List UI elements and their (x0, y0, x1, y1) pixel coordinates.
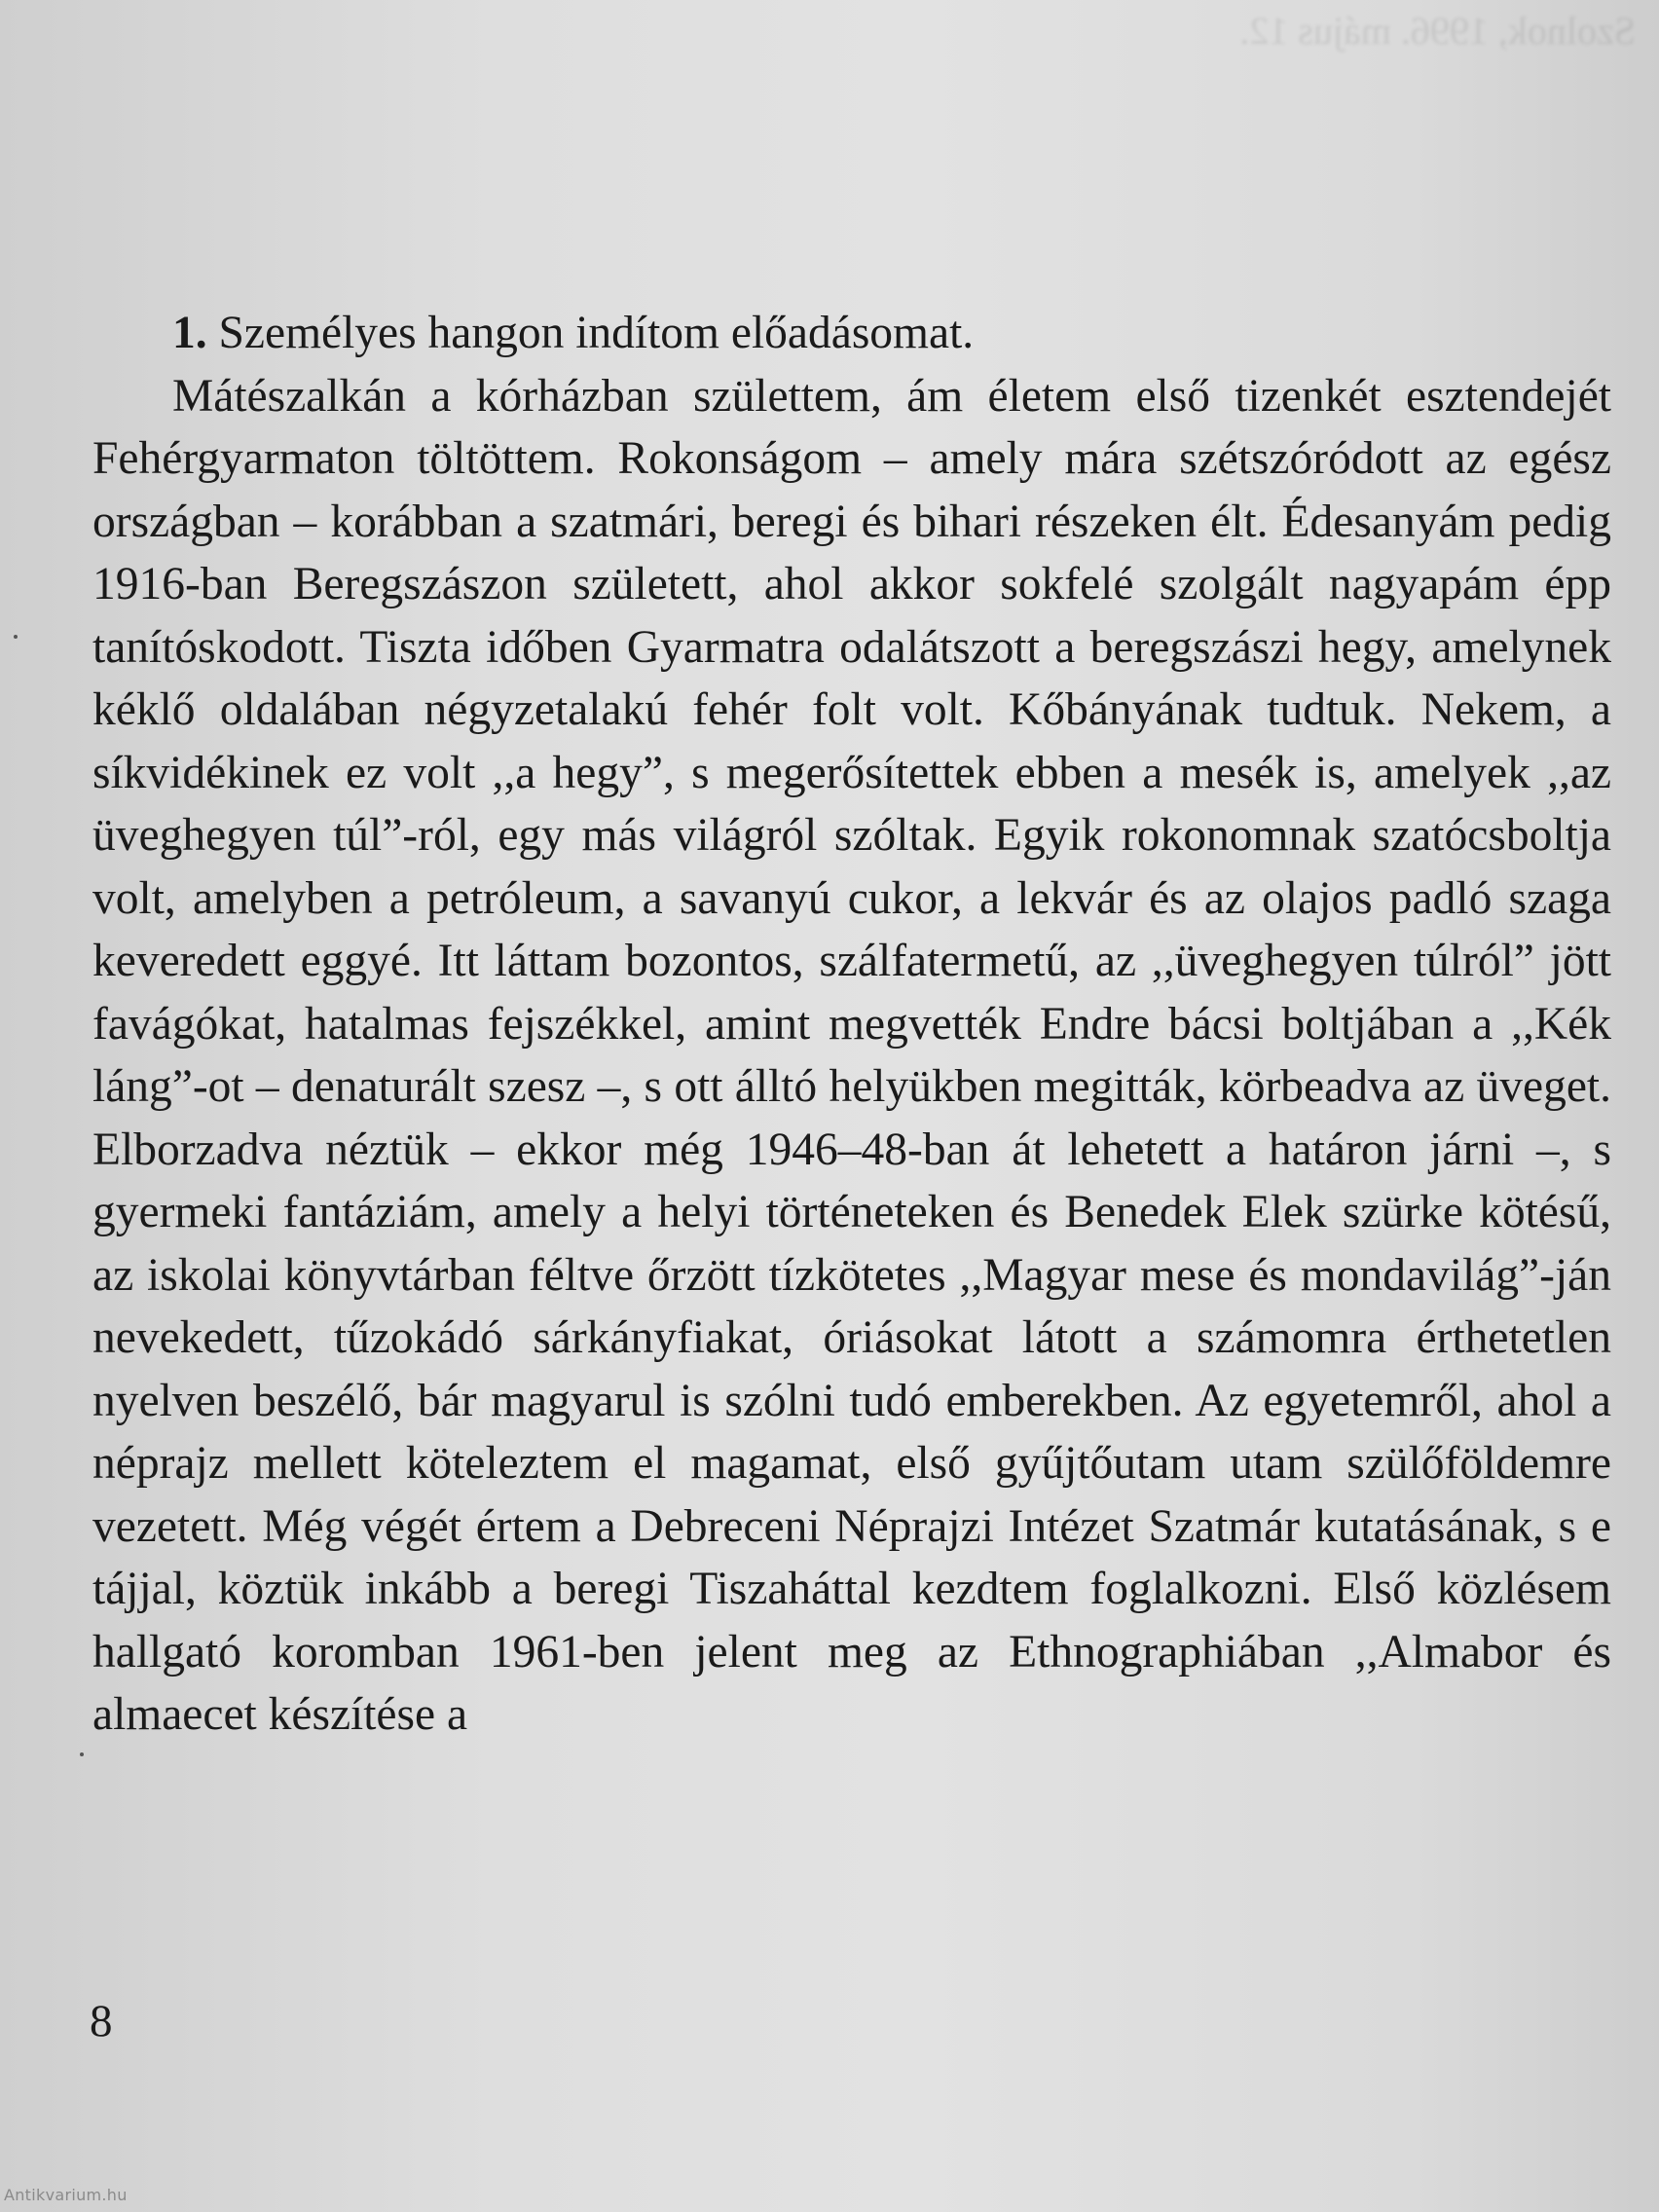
speck-mark (14, 635, 18, 639)
page-number: 8 (90, 1996, 113, 2046)
page-content (92, 302, 1611, 1747)
bleed-through-line: Szolnok, 1996. május 12. (1239, 9, 1636, 53)
section-number: 1. (172, 308, 207, 358)
section-heading (92, 302, 1611, 365)
section-title: Személyes hangon indítom előadásomat. (218, 308, 975, 358)
body-paragraph: Mátészalkán a kórházban születtem, ám életem első tizenkét esztendejét Fehérgyarmaton töltöttem. Rokonságom – amely mára szétszóródott az egész országban – korábban a szatmári, beregi és bihari részeken élt. Édesanyám pedig 1916-ban Beregszászon született, ahol akkor sokfelé szolgált nagyapám épp tanítóskodott. Tiszta időben Gyarmatra odalátszott a beregszászi hegy, amelynek kéklő oldalában négyzetalakú fehér folt volt. Kőbányának tudtuk. Nekem, a síkvidékinek ez volt ,,a hegy”, s megerősítettek ebben a mesék is, amelyek ,,az üveghegyen túl”-ról, egy más világról szóltak. Egyik rokonomnak szatócsboltja volt, amelyben a petróleum, a savanyú cukor, a lekvár és az olajos padló szaga keveredett eggyé. Itt láttam bozontos, szálfatermetű, az ,,üveghegyen túlról” jött favágókat, hatalmas fejszékkel, amint megvették Endre bácsi boltjában a ,,Kék láng”-ot – denaturált szesz –, s ott álltó helyükben megitták, körbeadva az üveget. Elborzadva néztük – ekkor még 1946–48-ban át lehetett a határon járni –, s gyermeki fantáziám, amely a helyi történeteken és Benedek Elek szürke kötésű, az iskolai könyvtárban féltve őrzött tízkötetes ,,Magyar mese és mondavilág”-ján nevekedett, tűzokádó sárkányfiakat, óriásokat látott a számomra érthetetlen nyelven beszélő, bár magyarul is szólni tudó emberekben. Az egyetemről, ahol a néprajz mellett köteleztem el magamat, első gyűjtőutam utam szülőföldemre vezetett. Még végét értem a Debreceni Néprajzi Intézet Szatmár kutatásának, s e tájjal, köztük inkább a beregi Tiszaháttal kezdtem foglalkozni. Első közlésem hallgató koromban 1961-ben jelent meg az Ethnographiában ,,Almabor és almaecet készítése a (92, 370, 1611, 1740)
watermark: Antikvarium.hu (4, 2186, 128, 2204)
speck-mark (80, 1752, 84, 1756)
